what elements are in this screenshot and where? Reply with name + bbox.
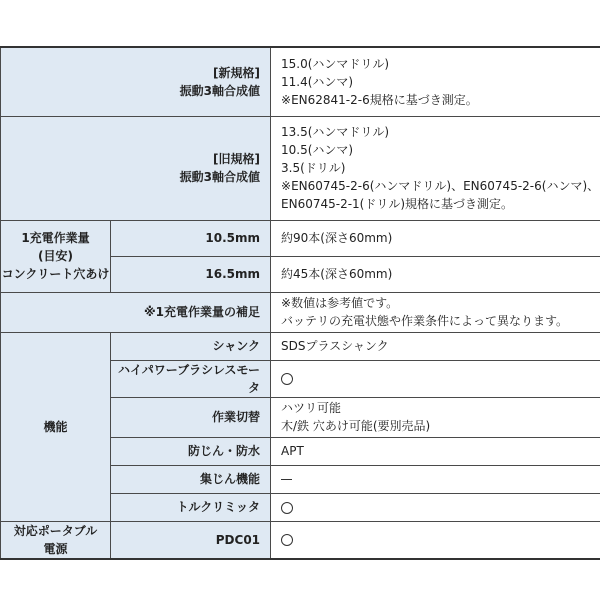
features-group-label: 機能 bbox=[1, 332, 111, 521]
circle-mark-icon bbox=[281, 502, 293, 514]
new-standard-label bbox=[1, 47, 271, 116]
feature-value bbox=[271, 360, 600, 397]
old-standard-label-line: [旧規格] bbox=[213, 152, 261, 166]
power-group-label bbox=[1, 521, 111, 559]
new-standard-value: 15.0(ハンマドリル) bbox=[281, 56, 390, 71]
new-standard-label-line: 振動3軸合成値 bbox=[179, 83, 261, 98]
work-amount-group-label bbox=[1, 220, 111, 292]
feature-value: ハツリ可能 bbox=[281, 401, 342, 415]
note-values bbox=[271, 292, 600, 332]
feature-value: SDSプラスシャンク bbox=[271, 332, 600, 360]
old-standard-values bbox=[271, 116, 600, 220]
old-standard-value: EN60745-2-1(ドリル)規格に基づき測定。 bbox=[281, 197, 514, 211]
old-standard-value: 10.5(ハンマ) bbox=[281, 143, 354, 157]
note-value: ※数値は参考値です。 bbox=[281, 296, 399, 310]
note-value: バッテリの充電状態や作業条件によって異なります。 bbox=[281, 314, 569, 328]
new-standard-label-line: [新規格] bbox=[213, 65, 261, 80]
work-amount-value: 約45本(深さ60mm) bbox=[271, 256, 600, 292]
feature-label: シャンク bbox=[111, 332, 271, 360]
old-standard-label-line: 振動3軸合成値 bbox=[179, 170, 261, 184]
row-portable-power bbox=[1, 521, 600, 559]
work-amount-group-line: 1充電作業量 bbox=[21, 231, 90, 245]
feature-values bbox=[271, 397, 600, 437]
feature-value: 木/鉄 穴あけ可能(要別売品) bbox=[281, 419, 431, 433]
row-work-amount-note bbox=[1, 292, 600, 332]
feature-label: 集じん機能 bbox=[111, 465, 271, 493]
new-standard-value: 11.4(ハンマ) bbox=[281, 74, 354, 89]
power-group-line: 電源 bbox=[43, 541, 68, 556]
dash-mark-icon bbox=[281, 479, 292, 480]
spec-table bbox=[0, 46, 600, 560]
row-old-standard-vibration bbox=[1, 116, 600, 220]
circle-mark-icon bbox=[281, 534, 293, 546]
power-label: PDC01 bbox=[111, 521, 271, 559]
feature-label: ハイパワーブラシレスモータ bbox=[111, 360, 271, 397]
work-amount-group-line: コンクリート穴あけ bbox=[1, 267, 110, 281]
new-standard-value: ※EN62841-2-6規格に基づき測定。 bbox=[281, 92, 478, 107]
feature-value bbox=[271, 493, 600, 521]
power-value bbox=[271, 521, 600, 559]
circle-mark-icon bbox=[281, 373, 293, 385]
work-amount-value: 約90本(深さ60mm) bbox=[271, 220, 600, 256]
old-standard-value: 3.5(ドリル) bbox=[281, 161, 346, 175]
old-standard-value: ※EN60745-2-6(ハンマドリル)、EN60745-2-6(ハンマ)、 bbox=[281, 179, 600, 193]
feature-value bbox=[271, 465, 600, 493]
work-amount-size: 10.5mm bbox=[111, 220, 271, 256]
power-group-line: 対応ポータブル bbox=[13, 523, 98, 538]
feature-label: 作業切替 bbox=[111, 397, 271, 437]
feature-label: トルクリミッタ bbox=[111, 493, 271, 521]
row-work-amount-10-5 bbox=[1, 220, 600, 256]
work-amount-group-line: (目安) bbox=[38, 249, 73, 263]
feature-label: 防じん・防水 bbox=[111, 437, 271, 465]
row-new-standard-vibration bbox=[1, 47, 600, 116]
note-label: ※1充電作業量の補足 bbox=[1, 292, 271, 332]
row-feature-shank bbox=[1, 332, 600, 360]
old-standard-label bbox=[1, 116, 271, 220]
old-standard-value: 13.5(ハンマドリル) bbox=[281, 125, 390, 139]
work-amount-size: 16.5mm bbox=[111, 256, 271, 292]
feature-value: APT bbox=[271, 437, 600, 465]
new-standard-values bbox=[271, 47, 600, 116]
